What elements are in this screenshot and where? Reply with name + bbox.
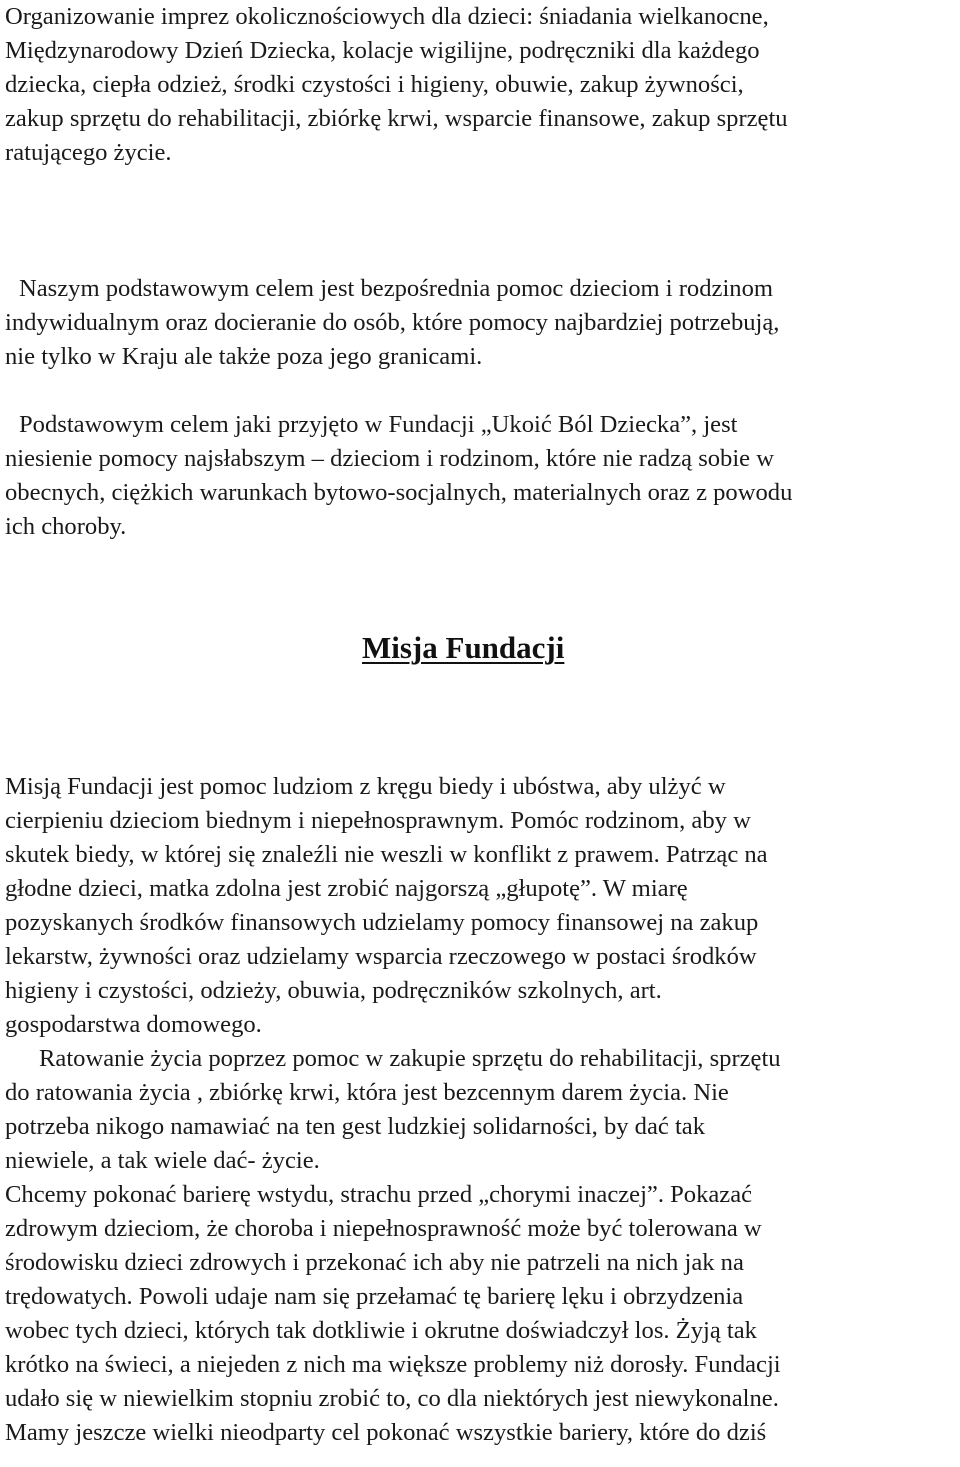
mission-heading: Misja Fundacji: [362, 630, 565, 665]
main-goal-paragraph: Naszym podstawowym celem jest bezpośrednia pomoc dzieciom i rodzinom indywidualnym oraz docieranie do osób, które pomocy najbardziej potrzebują, nie tylko w Kraju ale także poza jego granicami.: [5, 275, 780, 370]
foundation-goal-paragraph: Podstawowym celem jaki przyjęto w Fundacji „Ukoić Ból Dziecka”, jest niesienie pomocy najsłabszym – dzieciom i rodzinom, które nie radzą sobie w obecnych, ciężkich warunkach bytowo-socjalnych, materialnych oraz z powodu ich choroby.: [5, 411, 793, 540]
intro-activities-paragraph: Organizowanie imprez okolicznościowych dla dzieci: śniadania wielkanocne, Międzynarodowy Dzień Dziecka, kolacje wigilijne, podręczniki dla każdego dziecka, ciepła odzież, środki czystości i higieny, obuwie, zakup żywności, zakup sprzętu do rehabilitacji, zbiórkę krwi, wsparcie finansowe, zakup sprzętu ratującego życie.: [5, 3, 788, 166]
mission-paragraph: Misją Fundacji jest pomoc ludziom z kręgu biedy i ubóstwa, aby ulżyć w cierpieniu dzieciom biednym i niepełnosprawnym. Pomóc rodzinom, aby w skutek biedy, w której się znaleźli nie weszli w konflikt z prawem. Patrząc na głodne dzieci, matka zdolna jest zrobić najgorszą „głupotę”. W miarę pozyskanych środków finansowych udzielamy pomocy finansowej na zakup lekarstw, żywności oraz udzielamy wsparcia rzeczowego w postaci środków higieny i czystości, odzieży, obuwia, podręczników szkolnych, art. gospodarstwa domowego.: [5, 773, 768, 1038]
document-page: [5, 0, 955, 1450]
barriers-paragraph: Chcemy pokonać barierę wstydu, strachu przed „chorymi inaczej”. Pokazać zdrowym dzieciom, że choroba i niepełnosprawność może być tolerowana w środowisku dzieci zdrowych i przekonać ich aby nie patrzeli na nich jak na trędowatych. Powoli udaje nam się przełamać tę barierę lęku i obrzydzenia wobec tych dzieci, których tak dotkliwie i okrutne doświadczył los. Żyją tak krótko na świeci, a niejeden z nich ma większe problemy niż dorosły. Fundacji udało się w niewielkim stopniu zrobić to, co dla niektórych jest niewykonalne. Mamy jeszcze wielki nieodparty cel pokonać wszystkie bariery, które do dziś: [5, 1181, 781, 1446]
saving-life-paragraph: Ratowanie życia poprzez pomoc w zakupie sprzętu do rehabilitacji, sprzętu do ratowania życia , zbiórkę krwi, która jest bezcennym darem życia. Nie potrzeba nikogo namawiać na ten gest ludzkiej solidarności, by dać tak niewiele, a tak wiele dać- życie.: [5, 1045, 781, 1174]
